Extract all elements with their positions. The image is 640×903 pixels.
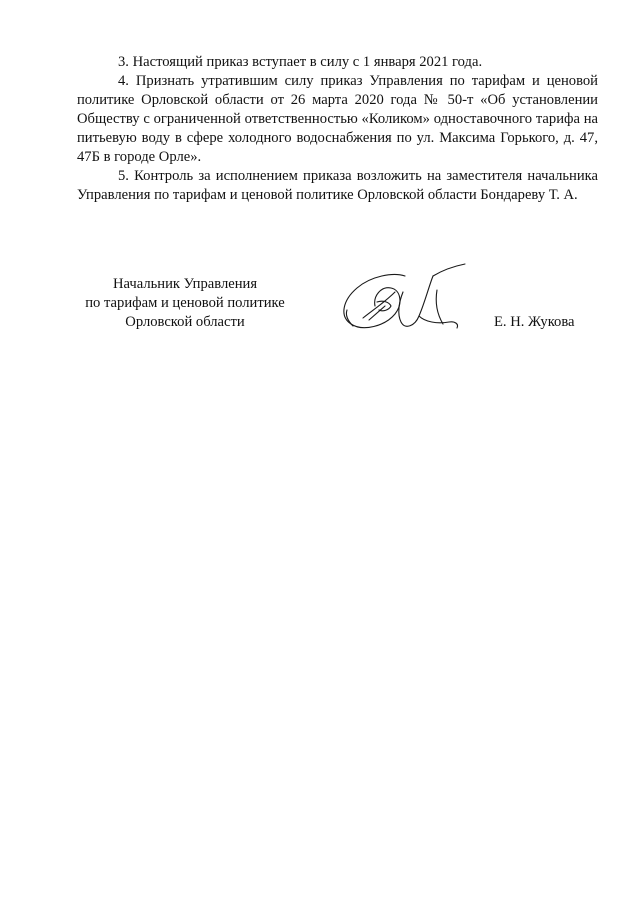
position-line: по тарифам и ценовой политике <box>85 295 285 311</box>
position-line: Начальник Управления <box>112 276 258 292</box>
paragraph-effective-date: 3. Настоящий приказ вступает в силу с 1 января 2021 года. <box>118 54 483 70</box>
position-line: Орловской области <box>125 314 245 330</box>
handwritten-signature-icon <box>333 262 473 342</box>
signer-name: Е. Н. Жукова <box>494 314 575 330</box>
paragraph-repeal: 4. Признать утратившим силу приказ Управления по тарифам и ценовой политике Орловской области от 26 марта 2020 года № 50-т «Об установлении Обществу с ограниченной ответственностью «Коликом» одноставочного тарифа на питьевую воду в сфере холодного водоснабжения по ул. Максима Горького, д. 47, 47Б в городе Орле». <box>77 73 598 165</box>
paragraph-control: 5. Контроль за исполнением приказа возложить на заместителя начальника Управления по тарифам и ценовой политике Орловской области Бондареву Т. А. <box>77 168 598 203</box>
order-body <box>77 53 598 205</box>
signatory-position <box>70 275 300 332</box>
